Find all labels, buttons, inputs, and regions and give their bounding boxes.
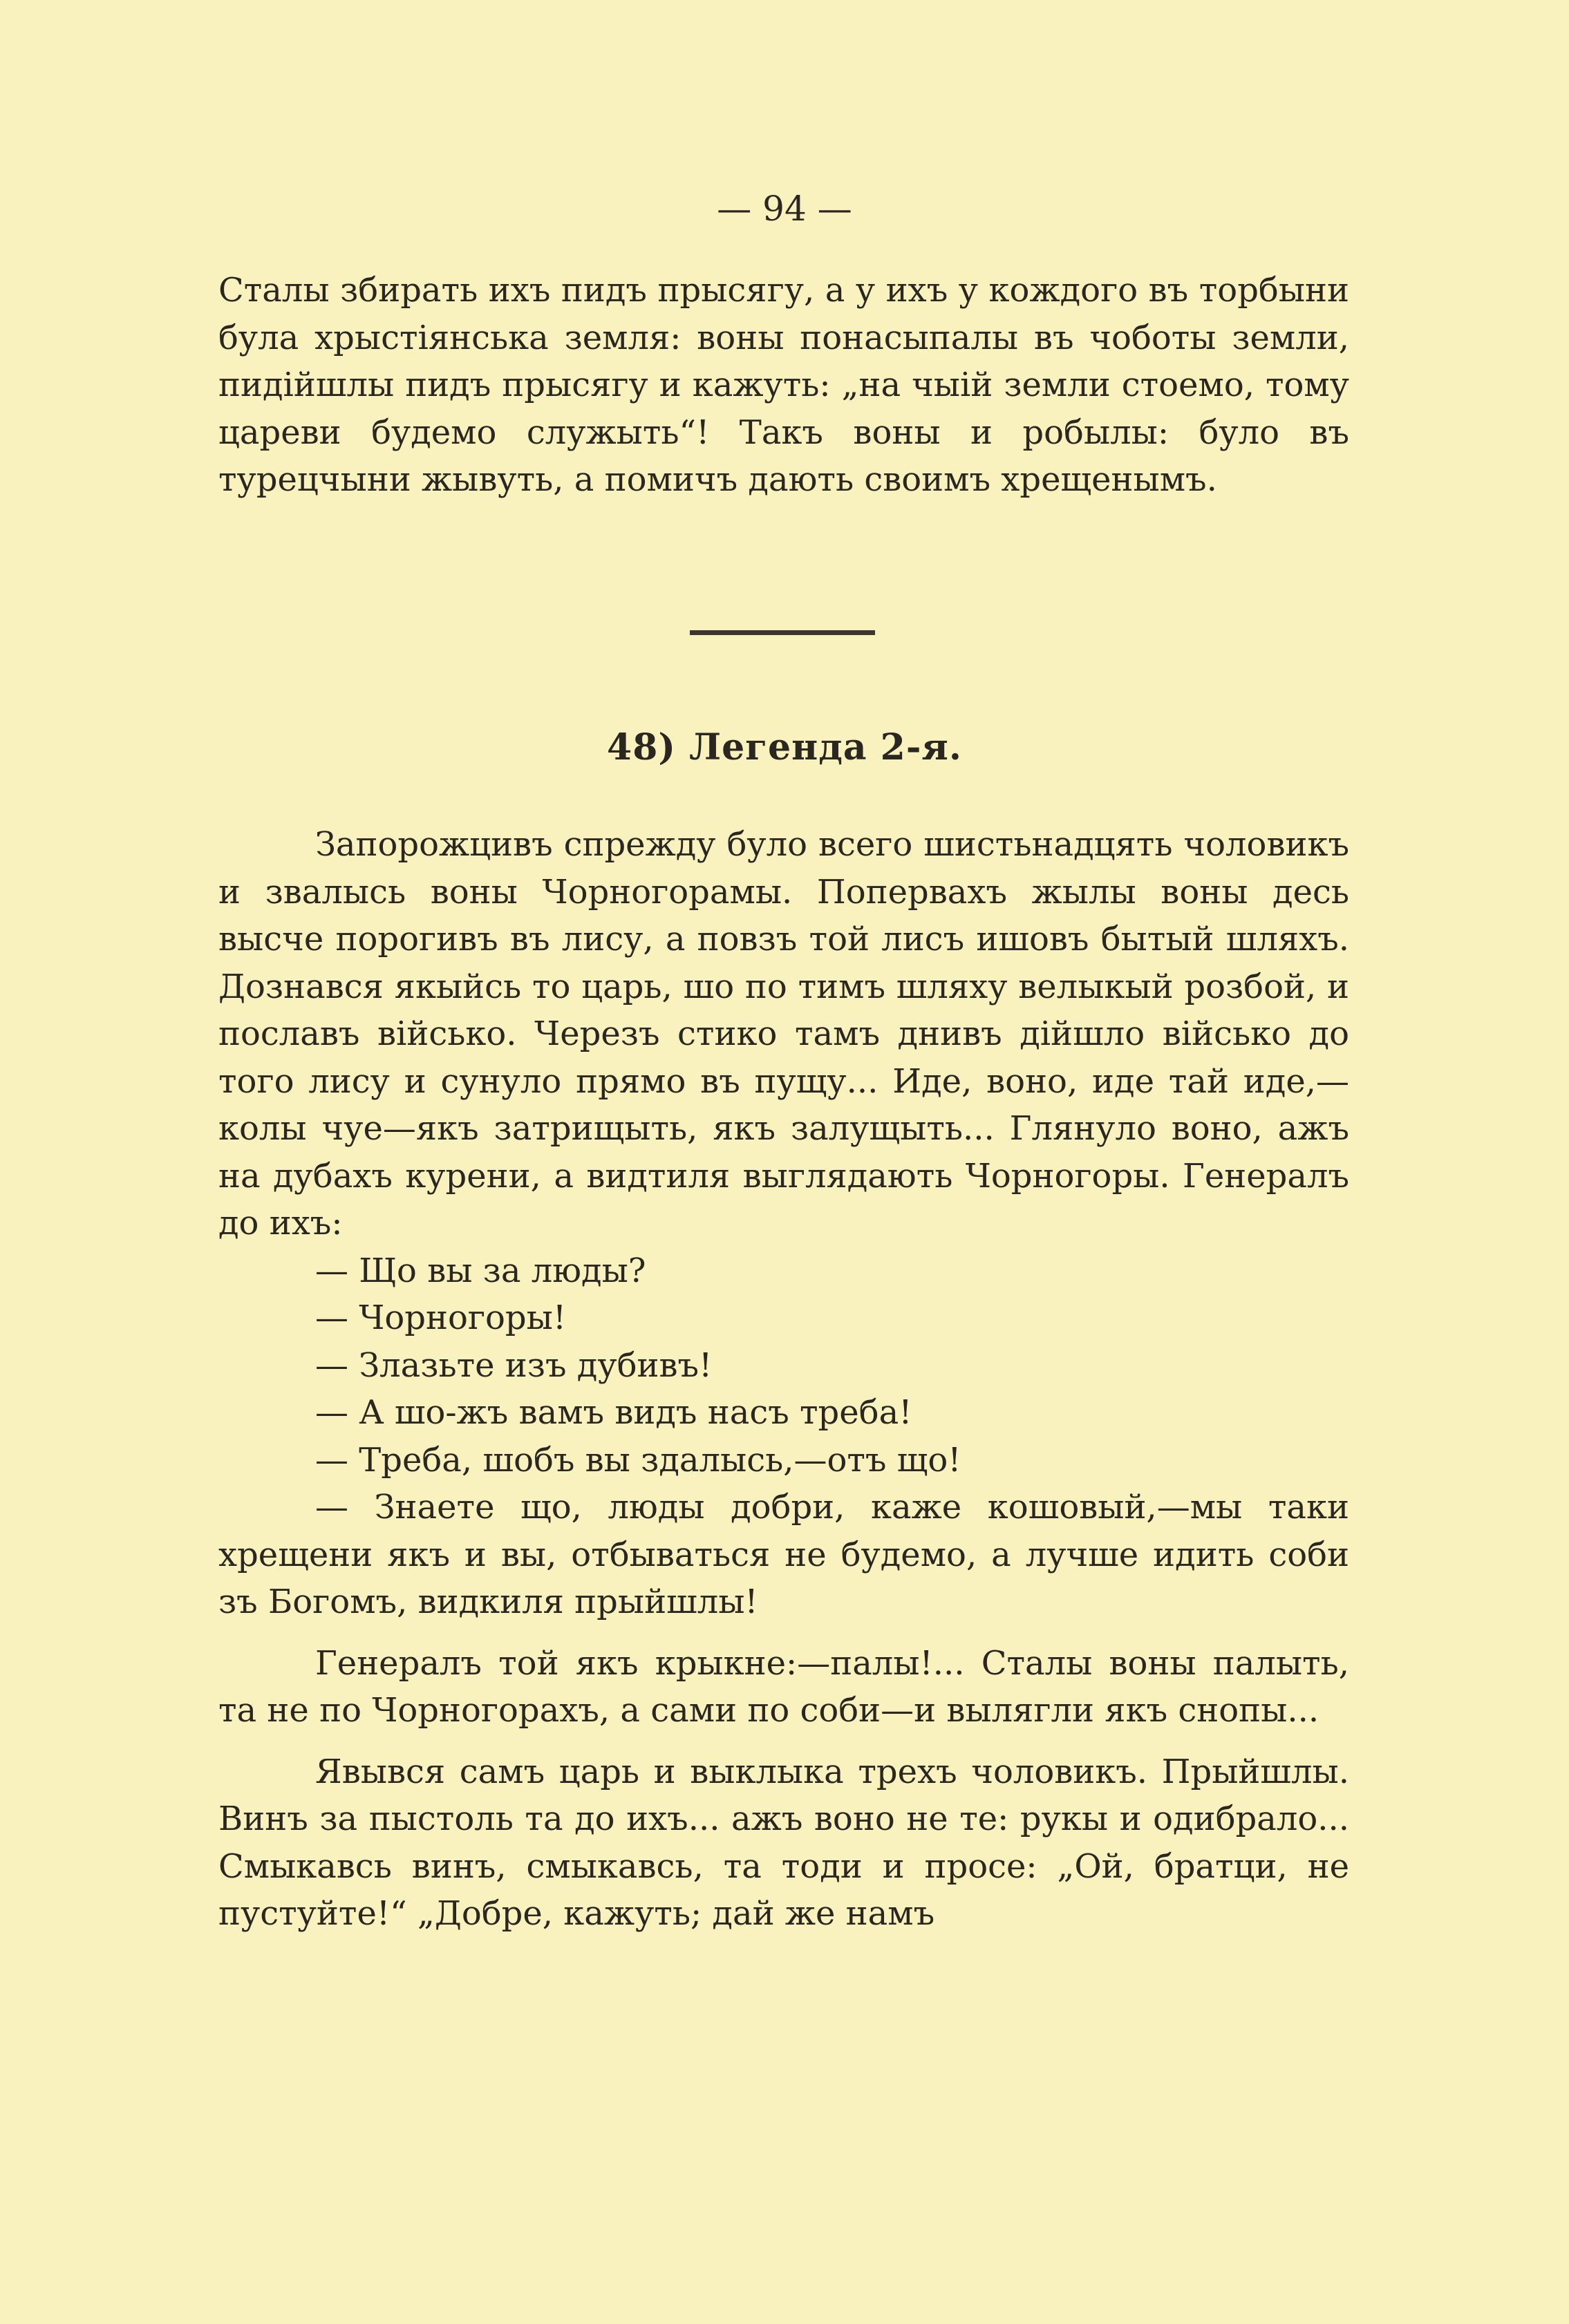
continuation-paragraph: Сталы збирать ихъ пидъ прысягу, а у ихъ у кождого въ торбыни була хрыстіянська земля: воны понасыпалы въ чоботы земли, пидійшлы пидъ прысягу и кажуть: „на чыій земли стоемо, тому цареви будемо служыть“! Такъ воны и робылы: було въ турецчыни жывуть, а помичъ дають своимъ хрещенымъ. — [218, 271, 1349, 499]
story-body — [218, 821, 1349, 1938]
section-divider — [690, 630, 875, 635]
dialog-line: — Злазьте изъ дубивъ! — [315, 1345, 713, 1385]
dialog-line: — Чорногоры! — [315, 1298, 567, 1337]
dialog-line: — Знаете що, люды добри, каже кошовый,—мы таки хрещени якъ и вы, отбываться не будемо, а лучше идить соби зъ Богомъ, видкиля прыйшлы! — [218, 1488, 1349, 1621]
page-number: — 94 — — [717, 189, 852, 229]
story-paragraph: Генералъ той якъ крыкне:—палы!... Сталы воны палыть, та не по Чорногорахъ, а сами по соби—и вылягли якъ снопы... — [218, 1643, 1349, 1730]
dialog-line: — Що вы за люды? — [315, 1251, 646, 1290]
story-paragraph: Явывся самъ царь и выклыка трехъ чоловикъ. Прыйшлы. Винъ за пыстоль та до ихъ... ажъ воно не те: рукы и одибрало... Смыкавсь винъ, смыкавсь, та тоди и просе: „Ой, братци, не пустуйте!“ „Добре, кажуть; дай же намъ — [218, 1752, 1349, 1933]
dialog-line: — Треба, шобъ вы здалысь,—отъ що! — [315, 1440, 961, 1480]
story-title: 48) Легенда 2-я. — [607, 726, 962, 768]
story-intro-paragraph: Запорожцивъ спрежду було всего шистьнадцять чоловикъ и звалысь воны Чорногорамы. Поперваxъ жылы воны десь высче порогивъ въ лису, а повзъ той лисъ ишовъ бытый шляхъ. Дознався якыйсь то царь, шо по тимъ шляху велыкый розбой, и пославъ військо. Черезъ стико тамъ днивъ дійшло військо до того лису и сунуло прямо въ пущу... Иде, воно, иде тай иде,—колы чуе—якъ затрищыть, якъ залущыть... Глянуло воно, ажъ на дубахъ курени, а видтиля выглядають Чорногоры. Генералъ до ихъ: — [218, 825, 1349, 1243]
dialog-line: — А шо-жъ вамъ видъ насъ треба! — [315, 1393, 912, 1432]
continuation-text — [218, 267, 1349, 504]
